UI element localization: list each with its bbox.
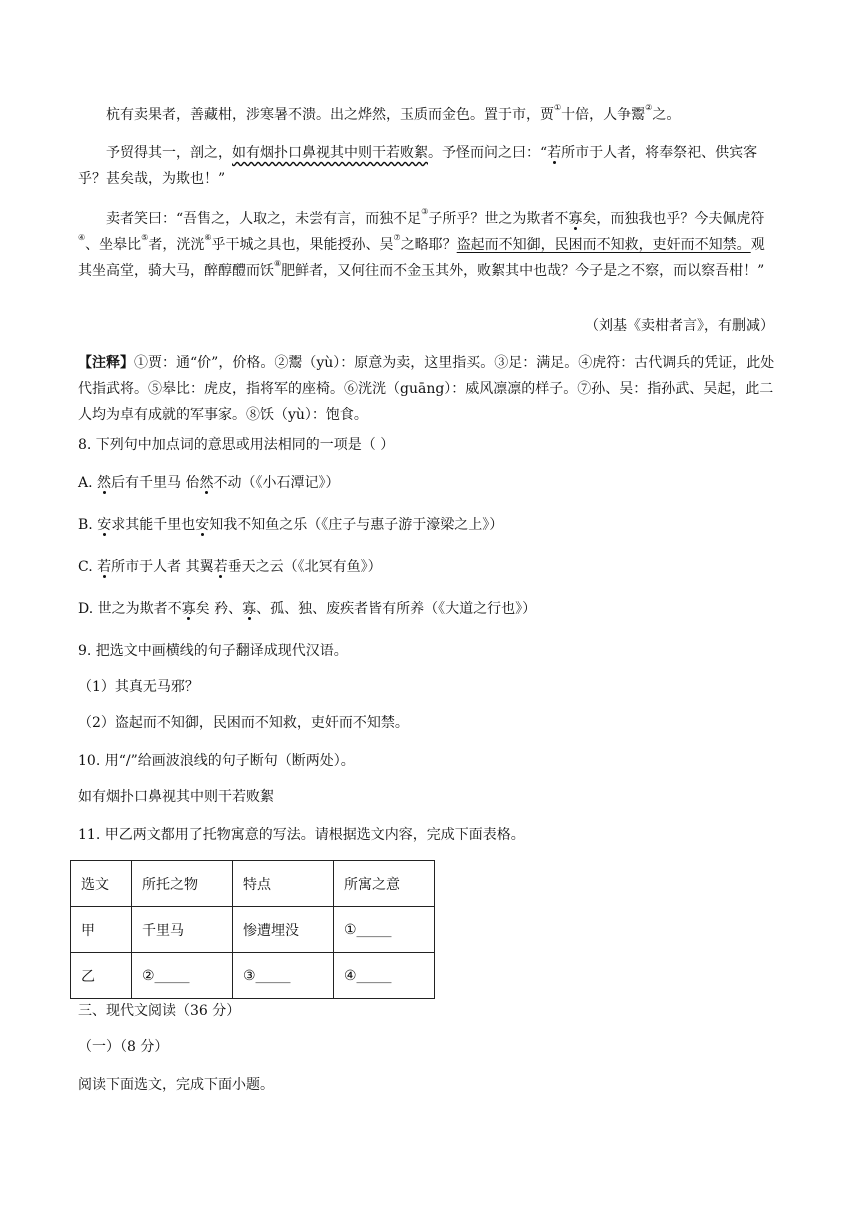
wavy-underlined-sentence: 如有烟扑口鼻视其中则干若败絮 [232, 145, 428, 161]
dotted-word: 寡 [242, 601, 257, 617]
table-header-cell: 特点 [233, 861, 334, 907]
section-heading: 三、现代文阅读（36 分） [78, 1003, 241, 1019]
table-header-cell: 所寓之意 [334, 861, 435, 907]
option-a-text: A. [78, 475, 98, 491]
passage-paragraph-3 [78, 206, 778, 284]
footnote-marker-4: ④ [78, 233, 86, 242]
para3-text-d: 、坐皋比 [85, 237, 142, 253]
table-row [71, 953, 435, 999]
dotted-word: 若 [97, 559, 112, 575]
para3-text-a: 卖者笑曰：“吾售之，人取之，未尝有言，而独不足 [106, 211, 422, 227]
footnote-marker-2: ② [645, 103, 653, 112]
question-10-sentence: 如有烟扑口鼻视其中则干若败絮 [78, 789, 274, 805]
footnote-marker-3: ③ [421, 207, 429, 216]
question-8-option-b[interactable] [78, 512, 778, 538]
table-cell: 惨遭埋没 [233, 907, 334, 953]
option-d-text: D. 世之为欺者不 [78, 601, 182, 617]
option-a-text: 不动（《小石潭记》） [213, 475, 340, 491]
dotted-word: 安 [97, 517, 112, 533]
dotted-word: 若 [547, 145, 562, 161]
answer-blank-cell[interactable]: ②_____ [132, 953, 233, 999]
table-header-cell: 选文 [71, 861, 132, 907]
question-8-option-c[interactable] [78, 554, 778, 580]
para3-text-h: 观其坐高堂，骑大马，醉醇醴而饫 [78, 237, 765, 279]
dotted-word: 寡 [568, 211, 583, 227]
footnote-marker-6: ⑥ [204, 233, 212, 242]
table-header-cell: 所托之物 [132, 861, 233, 907]
passage-paragraph-2 [78, 140, 778, 192]
passage-source: （刘基《卖柑者言》，有删减） [585, 318, 774, 334]
dotted-word: 然 [199, 475, 214, 491]
option-a-text: 后有千里马 佁 [111, 475, 200, 491]
passage-paragraph-1 [78, 102, 778, 128]
annotation-notes [78, 350, 778, 428]
question-9-stem: 9. 把选文中画横线的句子翻译成现代汉语。 [78, 643, 348, 659]
option-c-text: 所市于人者 其翼 [111, 559, 214, 575]
para3-text-c: 矣，而独我也乎？今夫佩虎符 [582, 211, 765, 227]
para2-text-a: 予贸得其一，剖之， [106, 145, 232, 161]
table-cell: 千里马 [132, 907, 233, 953]
footnote-marker-8: ⑧ [274, 259, 282, 268]
notes-text: ①贾：通“价”，价格。②鬻（yù）：原意为卖，这里指买。③足：满足。④虎符：古代调兵的凭证，此处代指武将。⑤皋比：虎皮，指将军的座椅。⑥洸洸（guāng）：威风凛凛的样子。⑦孙、吴：指孙武、吴起，此二人均为卓有成就的军事家。⑧饫（yù）：饱食。 [78, 355, 775, 423]
dotted-word: 安 [195, 517, 210, 533]
option-d-text: 矣 矜、 [195, 601, 243, 617]
option-b-text: B. [78, 517, 98, 533]
para3-text-g: 之略耶？ [400, 237, 457, 253]
dotted-word: 然 [97, 475, 112, 491]
answer-blank-cell[interactable]: ③_____ [233, 953, 334, 999]
dotted-word: 若 [213, 559, 228, 575]
question-8-stem: 8. 下列句中加点词的意思或用法相同的一项是（ ） [78, 437, 395, 453]
table-cell: 乙 [71, 953, 132, 999]
para3-text-i: 肥鲜者，又何往而不金玉其外，败絮其中也哉？今子是之不察，而以察吾柑！” [281, 263, 765, 279]
option-b-text: 知我不知鱼之乐（《庄子与惠子游于濠梁之上》） [209, 517, 504, 533]
option-b-text: 求其能千里也 [111, 517, 196, 533]
answer-blank-cell[interactable]: ①_____ [334, 907, 435, 953]
footnote-marker-5: ⑤ [141, 233, 149, 242]
question-9-item-2: （2）盗起而不知御，民困而不知救，吏奸而不知禁。 [78, 715, 409, 731]
question-9-item-1: （1）其真无马邪？ [78, 679, 199, 695]
notes-label: 【注释】 [78, 355, 134, 371]
table-header-row [71, 861, 435, 907]
table-cell: 甲 [71, 907, 132, 953]
para3-text-b: 子所乎？世之为欺者不 [428, 211, 569, 227]
footnote-marker-1: ① [554, 103, 562, 112]
para2-text-b: 。予怪而问之曰：“ [428, 145, 548, 161]
question-8-option-d[interactable] [78, 596, 778, 622]
para3-text-f: 乎干城之具也，果能授孙、吴 [211, 237, 394, 253]
para3-text-e: 者，洸洸 [148, 237, 205, 253]
para2-text-c: 所市于人者，将奉祭祀、供宾客乎？甚矣哉，为欺也！” [78, 145, 758, 187]
para1-text-b: 十倍，人争鬻 [561, 107, 646, 123]
para1-text-c: 之。 [652, 107, 681, 123]
underlined-sentence: 盗起而不知御，民困而不知救，吏奸而不知禁。 [456, 237, 751, 253]
option-c-text: C. [78, 559, 98, 575]
para1-text-a: 杭有卖果者，善藏柑，涉寒暑不溃。出之烨然，玉质而金色。置于市，贾 [106, 107, 554, 123]
option-d-text: 、孤、独、废疾者皆有所养（《大道之行也》） [256, 601, 537, 617]
footnote-marker-7: ⑦ [393, 233, 401, 242]
dotted-word: 寡 [181, 601, 196, 617]
subsection-heading: （一）（8 分） [78, 1039, 169, 1055]
question-10-stem: 10. 用“/”给画波浪线的句子断句（断两处）。 [78, 753, 355, 769]
reading-instruction: 阅读下面选文，完成下面小题。 [78, 1077, 274, 1093]
answer-blank-cell[interactable]: ④_____ [334, 953, 435, 999]
answer-table [70, 860, 435, 999]
table-row [71, 907, 435, 953]
option-c-text: 垂天之云（《北冥有鱼》） [227, 559, 382, 575]
question-8-option-a[interactable] [78, 470, 778, 496]
question-11-stem: 11. 甲乙两文都用了托物寓意的写法。请根据选文内容，完成下面表格。 [78, 827, 525, 843]
